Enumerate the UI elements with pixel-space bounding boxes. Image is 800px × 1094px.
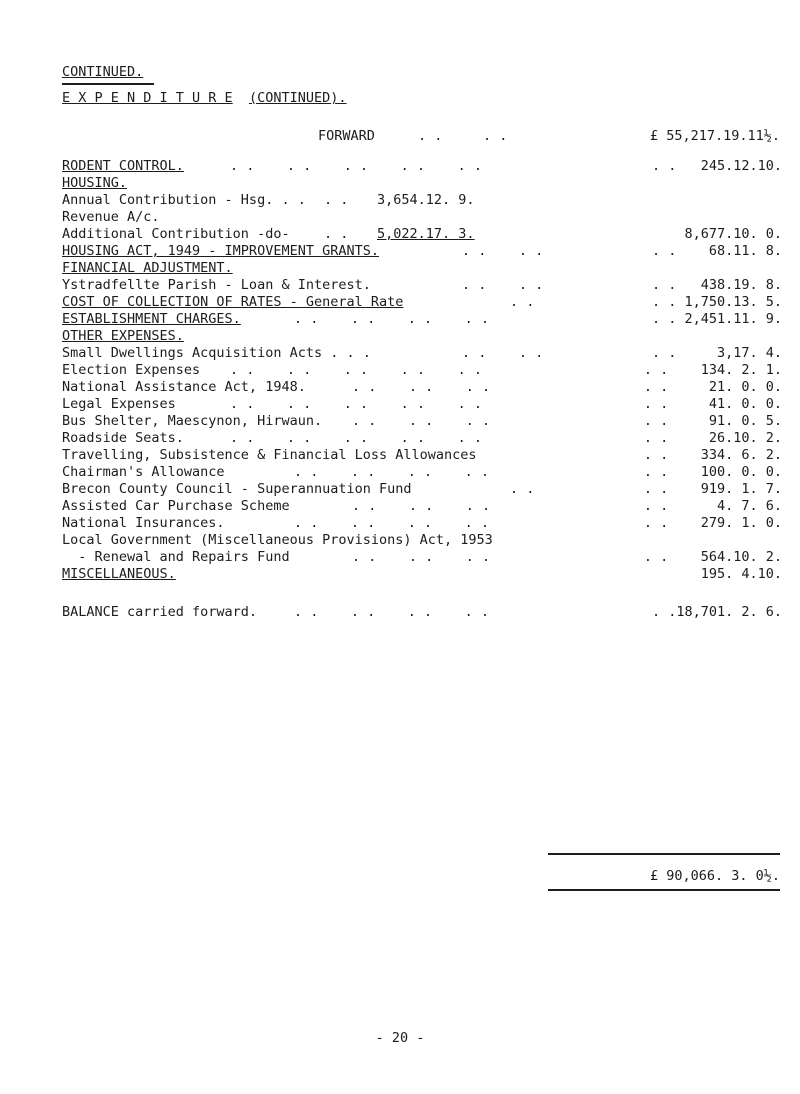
table-row bbox=[62, 481, 782, 498]
section-heading: MISCELLANEOUS. bbox=[62, 566, 176, 582]
table-row bbox=[62, 566, 782, 583]
expenditure-heading: E X P E N D I T U R E (CONTINUED). bbox=[62, 90, 347, 106]
line-label: Ystradfellte Parish - Loan & Interest. bbox=[62, 277, 371, 293]
section-heading: ESTABLISHMENT CHARGES. bbox=[62, 311, 241, 327]
leader-dots: . . . . bbox=[462, 243, 544, 259]
continued-underline bbox=[62, 83, 154, 85]
line-label: Additional Contribution -do- bbox=[62, 226, 290, 242]
continued-heading: CONTINUED. bbox=[62, 64, 144, 80]
table-row bbox=[62, 243, 782, 260]
section-heading: RODENT CONTROL. bbox=[62, 158, 184, 174]
line-amount: . . 919. 1. 7. bbox=[643, 481, 782, 497]
table-row bbox=[62, 396, 782, 413]
balance-label: BALANCE carried forward. bbox=[62, 604, 258, 620]
table-row bbox=[62, 362, 782, 379]
leader-dots: . . . . . . . . bbox=[294, 604, 490, 620]
section-heading: HOUSING. bbox=[62, 175, 128, 191]
section-heading: FINANCIAL ADJUSTMENT. bbox=[62, 260, 233, 276]
leader-dots: . . . . . . . . . . bbox=[230, 396, 482, 412]
leader-dots: . . bbox=[510, 294, 535, 310]
sub-amount: 3,654.12. 9. bbox=[377, 192, 475, 208]
section-heading: OTHER EXPENSES. bbox=[62, 328, 184, 344]
leader-dots: . . . . . . . . bbox=[294, 515, 490, 531]
leader-dots: . . bbox=[510, 481, 535, 497]
forward-label: FORWARD bbox=[318, 128, 375, 144]
line-amount: . . 134. 2. 1. bbox=[643, 362, 782, 378]
leader-dots: . . bbox=[324, 192, 349, 208]
section-heading: COST OF COLLECTION OF RATES - General Rate bbox=[62, 294, 404, 310]
line-amount: . . 91. 0. 5. bbox=[643, 413, 782, 429]
line-amount: . . 100. 0. 0. bbox=[643, 464, 782, 480]
page-number: - 20 - bbox=[375, 1030, 425, 1046]
expenditure-table bbox=[62, 158, 782, 698]
leader-dots: . . . . . . . . . . bbox=[230, 362, 482, 378]
leader-dots: . . . . . . . . . . bbox=[230, 158, 482, 174]
table-row bbox=[62, 209, 782, 226]
line-amount: . . 334. 6. 2. bbox=[643, 447, 782, 463]
balance-row bbox=[62, 604, 782, 621]
line-amount: . . 68.11. 8. bbox=[651, 243, 782, 259]
leader-dots: . . . . . . bbox=[352, 549, 491, 565]
line-label: National Assistance Act, 1948. bbox=[62, 379, 306, 395]
line-amount: . . 3,17. 4. bbox=[651, 345, 782, 361]
line-label: Election Expenses bbox=[62, 362, 201, 378]
table-row bbox=[62, 532, 782, 549]
table-row bbox=[62, 311, 782, 328]
table-row bbox=[62, 379, 782, 396]
line-amount: . . 564.10. 2. bbox=[643, 549, 782, 565]
sub-amount: 5,022.17. 3. bbox=[377, 226, 475, 242]
line-label: Local Government (Miscellaneous Provisions) Act, 1953 bbox=[62, 532, 493, 548]
table-row bbox=[62, 328, 782, 345]
leader-dots: . . . . . . bbox=[352, 379, 491, 395]
table-row bbox=[62, 549, 782, 566]
line-amount: . . 26.10. 2. bbox=[643, 430, 782, 446]
line-label: Chairman's Allowance bbox=[62, 464, 225, 480]
line-amount: . . 438.19. 8. bbox=[651, 277, 782, 293]
balance-amount: . .18,701. 2. 6. bbox=[651, 604, 782, 620]
leader-dots: . . . . . . . . bbox=[294, 311, 490, 327]
line-label: Roadside Seats. bbox=[62, 430, 184, 446]
table-row bbox=[62, 413, 782, 430]
table-row bbox=[62, 277, 782, 294]
table-row bbox=[62, 226, 782, 243]
line-label: Brecon County Council - Superannuation Fund bbox=[62, 481, 412, 497]
table-row bbox=[62, 158, 782, 175]
leader-dots: . . bbox=[324, 226, 349, 242]
table-row bbox=[62, 294, 782, 311]
line-label: - Renewal and Repairs Fund bbox=[62, 549, 290, 565]
table-row bbox=[62, 430, 782, 447]
leader-dots: . . . . . . bbox=[352, 413, 491, 429]
total-amount: £ 90,066. 3. 0½. bbox=[649, 868, 780, 884]
line-label: Travelling, Subsistence & Financial Loss Allowances bbox=[62, 447, 477, 463]
leader-dots: . . . . . . . . . . bbox=[230, 430, 482, 446]
line-amount: 8,677.10. 0. bbox=[684, 226, 782, 242]
leader-dots: . . . . bbox=[462, 277, 544, 293]
line-amount: . . 21. 0. 0. bbox=[643, 379, 782, 395]
table-row bbox=[62, 260, 782, 277]
line-label: Annual Contribution - Hsg. . . bbox=[62, 192, 306, 208]
line-amount: . . 1,750.13. 5. bbox=[651, 294, 782, 310]
table-row bbox=[62, 464, 782, 481]
line-label: Revenue A/c. bbox=[62, 209, 160, 225]
forward-dots: . . . . bbox=[418, 128, 508, 144]
table-row bbox=[62, 498, 782, 515]
forward-amount: £ 55,217.19.11½. bbox=[649, 128, 780, 144]
line-amount: . . 245.12.10. bbox=[651, 158, 782, 174]
line-amount: 195. 4.10. bbox=[700, 566, 782, 582]
leader-dots: . . . . . . . . bbox=[294, 464, 490, 480]
table-row bbox=[62, 447, 782, 464]
line-label: National Insurances. bbox=[62, 515, 225, 531]
line-amount: . . 2,451.11. 9. bbox=[651, 311, 782, 327]
table-row bbox=[62, 345, 782, 362]
table-row bbox=[62, 192, 782, 209]
table-row bbox=[62, 175, 782, 192]
line-amount: . . 279. 1. 0. bbox=[643, 515, 782, 531]
line-amount: . . 4. 7. 6. bbox=[643, 498, 782, 514]
leader-dots: . . . . . . bbox=[352, 498, 491, 514]
line-label: Legal Expenses bbox=[62, 396, 176, 412]
line-label: Assisted Car Purchase Scheme bbox=[62, 498, 290, 514]
line-label: Small Dwellings Acquisition Acts . . . bbox=[62, 345, 371, 361]
leader-dots: . . . . bbox=[462, 345, 544, 361]
total-rule-bottom bbox=[548, 889, 780, 891]
line-amount: . . 41. 0. 0. bbox=[643, 396, 782, 412]
total-rule-top bbox=[548, 853, 780, 855]
section-heading: HOUSING ACT, 1949 - IMPROVEMENT GRANTS. bbox=[62, 243, 379, 259]
line-label: Bus Shelter, Maescynon, Hirwaun. bbox=[62, 413, 323, 429]
table-row bbox=[62, 515, 782, 532]
